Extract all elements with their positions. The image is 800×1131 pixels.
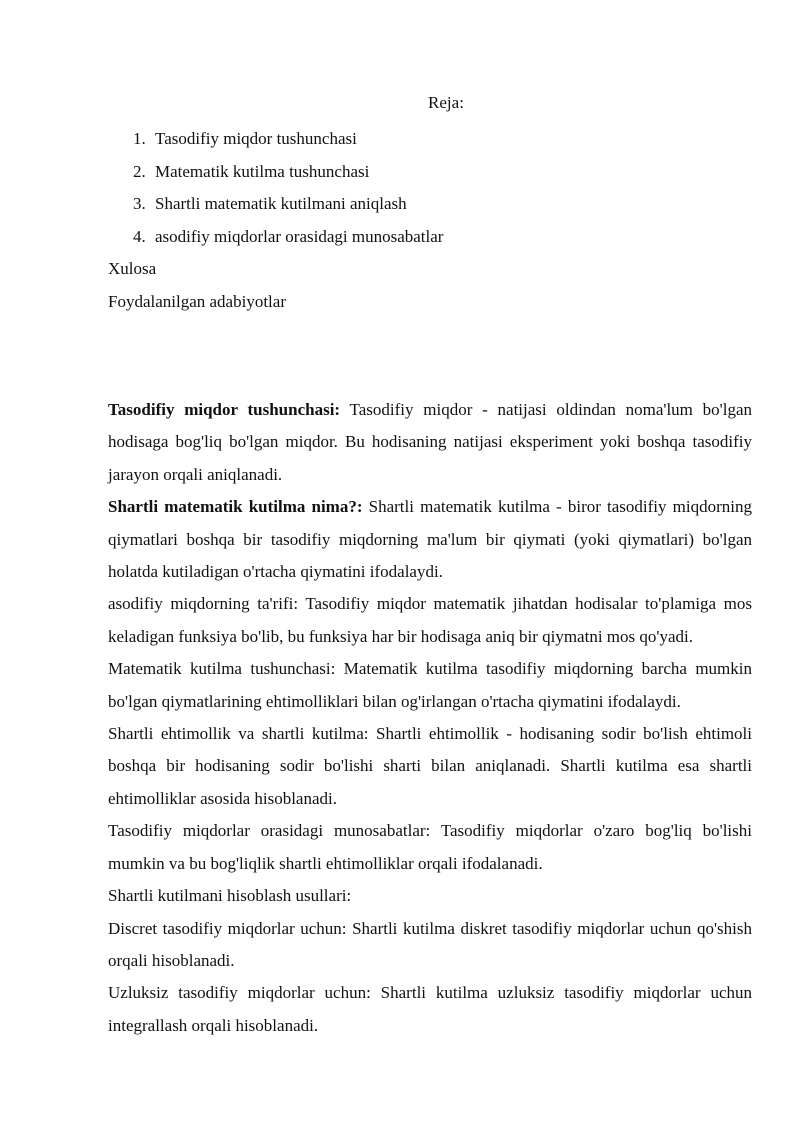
paragraph [108, 880, 752, 912]
plan-item-number: 2. [133, 161, 146, 181]
plan-item [108, 221, 752, 254]
plan-title: Reja: [428, 93, 464, 112]
section-gap [108, 318, 752, 394]
paragraph-text: asodifiy miqdorning ta'rifi: Tasodifiy miqdor matematik jihatdan hodisalar to'plamiga mos keladigan funksiya bo'lib, bu funksiya har bir hodisaga aniq bir qiymatni mos qo'yadi. [108, 594, 752, 646]
plan-references: Foydalanilgan adabiyotlar [108, 291, 286, 311]
plan-item-text: Matematik kutilma tushunchasi [155, 161, 370, 181]
plan-conclusion: Xulosa [108, 259, 157, 278]
paragraph-text: Uzluksiz tasodifiy miqdorlar uchun: Shartli kutilma uzluksiz tasodifiy miqdorlar uchun integrallash orqali hisoblanadi. [108, 983, 752, 1035]
paragraph-text: Shartli kutilmani hisoblash usullari: [108, 886, 352, 906]
paragraph [108, 913, 752, 978]
paragraph [108, 815, 752, 880]
paragraph-text: Shartli matematik kutilma - biror tasodifiy miqdorning qiymatlari boshqa bir tasodifiy miqdorning ma'lum bir qiymati (yoki qiymatlari) bo'lgan holatda kutiladigan o'rtacha qiymatini ifodalaydi. [108, 497, 752, 582]
paragraph-text: Shartli ehtimollik va shartli kutilma: Shartli ehtimollik - hodisaning sodir bo'lish ehtimoli boshqa bir hodisaning sodir bo'lishi sharti bilan aniqlanadi. Shartli kutilma esa shartli ehtimolliklar asosida hisoblanadi. [108, 724, 752, 808]
paragraph-text: Matematik kutilma tushunchasi: Matematik kutilma tasodifiy miqdorning barcha mumkin bo'lgan qiymatlarining ehtimolliklari bilan og'irlangan o'rtacha qiymatini ifodalaydi. [108, 659, 752, 711]
plan-item-number: 1. [133, 129, 146, 148]
paragraph [108, 977, 752, 1042]
paragraph-heading: Tasodifiy miqdor tushunchasi: [108, 400, 341, 419]
paragraph-text: Tasodifiy miqdorlar orasidagi munosabatlar: Tasodifiy miqdorlar o'zaro bog'liq bo'lishi mumkin va bu bog'liqlik shartli ehtimolliklar orqali ifodalanadi. [108, 821, 752, 873]
plan-item [108, 123, 752, 156]
plan-item-number: 4. [133, 226, 146, 246]
plan-item-text: Tasodifiy miqdor tushunchasi [155, 129, 357, 148]
paragraph [108, 394, 752, 491]
paragraph [108, 588, 752, 653]
paragraph-text: Tasodifiy miqdor - natijasi oldindan noma'lum bo'lgan hodisaga bog'liq bo'lgan miqdor. Bu hodisaning natijasi eksperiment yoki boshqa tasodifiy jarayon orqali aniqlanadi. [108, 400, 752, 484]
plan-item [108, 188, 752, 221]
plan-item-number: 3. [133, 194, 146, 213]
plan-item-text: Shartli matematik kutilmani aniqlash [155, 194, 407, 213]
paragraph [108, 718, 752, 815]
plan-list [108, 123, 752, 253]
plan-item [108, 156, 752, 189]
document-body [108, 394, 752, 1042]
plan-item-text: asodifiy miqdorlar orasidagi munosabatlar [155, 226, 444, 246]
paragraph [108, 491, 752, 588]
paragraph-heading: Shartli matematik kutilma nima?: [108, 497, 363, 517]
paragraph [108, 653, 752, 718]
paragraph-text: Discret tasodifiy miqdorlar uchun: Shartli kutilma diskret tasodifiy miqdorlar uchun qo'shish orqali hisoblanadi. [108, 918, 752, 970]
